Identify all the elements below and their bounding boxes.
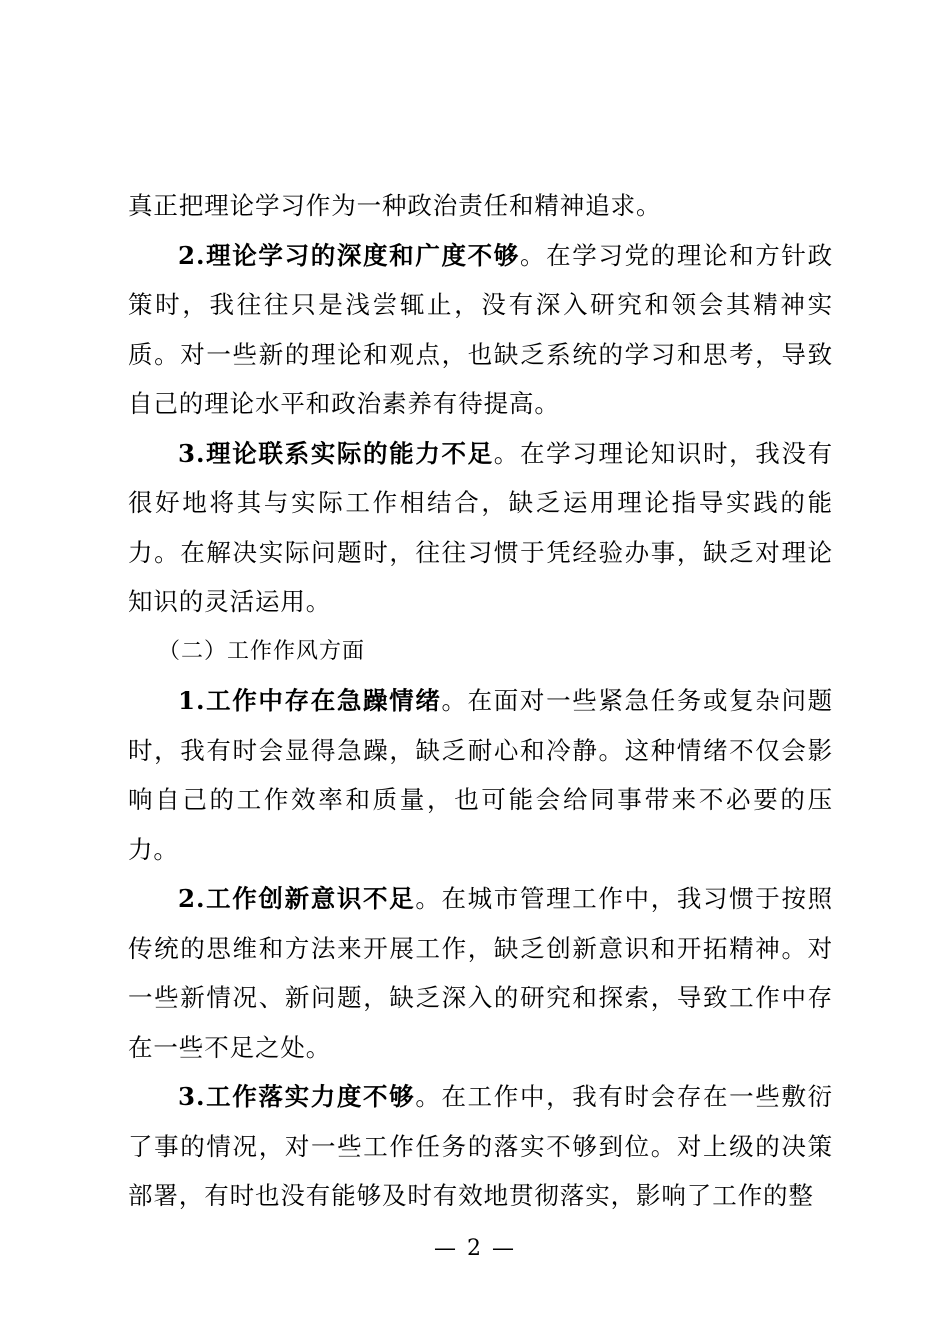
document-body [128,181,833,1221]
paragraph-item [128,874,833,1072]
paragraph-text: 。在工作中，我有时会存在一些敷衍了事的情况，对一些工作任务的落实不够到位。对上级的决策部署，有时也没有能够及时有效地贯彻落实，影响了工作的整 [128,1082,834,1210]
paragraph-text: 。在面对一些紧急任务或复杂问题时，我有时会显得急躁，缺乏耐心和冷静。这种情绪不仅会影响自己的工作效率和质量，也可能会给同事带来不必要的压力。 [128,686,833,864]
paragraph-lead: 2.理论学习的深度和广度不够 [178,240,520,270]
paragraph-lead: 2.工作创新意识不足 [178,884,416,913]
page-number: — 2 — [434,1236,516,1261]
paragraph-item [128,429,833,627]
paragraph-text: 真正把理论学习作为一种政治责任和精神追求。 [128,191,662,220]
paragraph-item [128,1072,833,1221]
paragraph-item [128,676,833,874]
paragraph-lead: 1.工作中存在急躁情绪 [178,686,442,715]
paragraph-continuation [128,181,833,231]
paragraph-item [128,231,833,429]
paragraph-text: 。在学习理论知识时，我没有很好地将其与实际工作相结合，缺乏运用理论指导实践的能力。在解决实际问题时，往往习惯于凭经验办事，缺乏对理论知识的灵活运用。 [128,438,834,616]
paragraph-lead: 3.工作落实力度不够 [178,1082,416,1111]
section-heading: （二）工作作风方面 [158,638,366,664]
paragraph-text: 。在城市管理工作中，我习惯于按照传统的思维和方法来开展工作，缺乏创新意识和开拓精神。对一些新情况、新问题，缺乏深入的研究和探索，导致工作中存在一些不足之处。 [128,884,834,1062]
paragraph-lead: 3.理论联系实际的能力不足 [178,438,494,468]
paragraph-text: 。在学习党的理论和方针政策时，我往往只是浅尝辄止，没有深入研究和领会其精神实质。对一些新的理论和观点，也缺乏系统的学习和思考，导致自己的理论水平和政治素养有待提高。 [128,240,833,418]
